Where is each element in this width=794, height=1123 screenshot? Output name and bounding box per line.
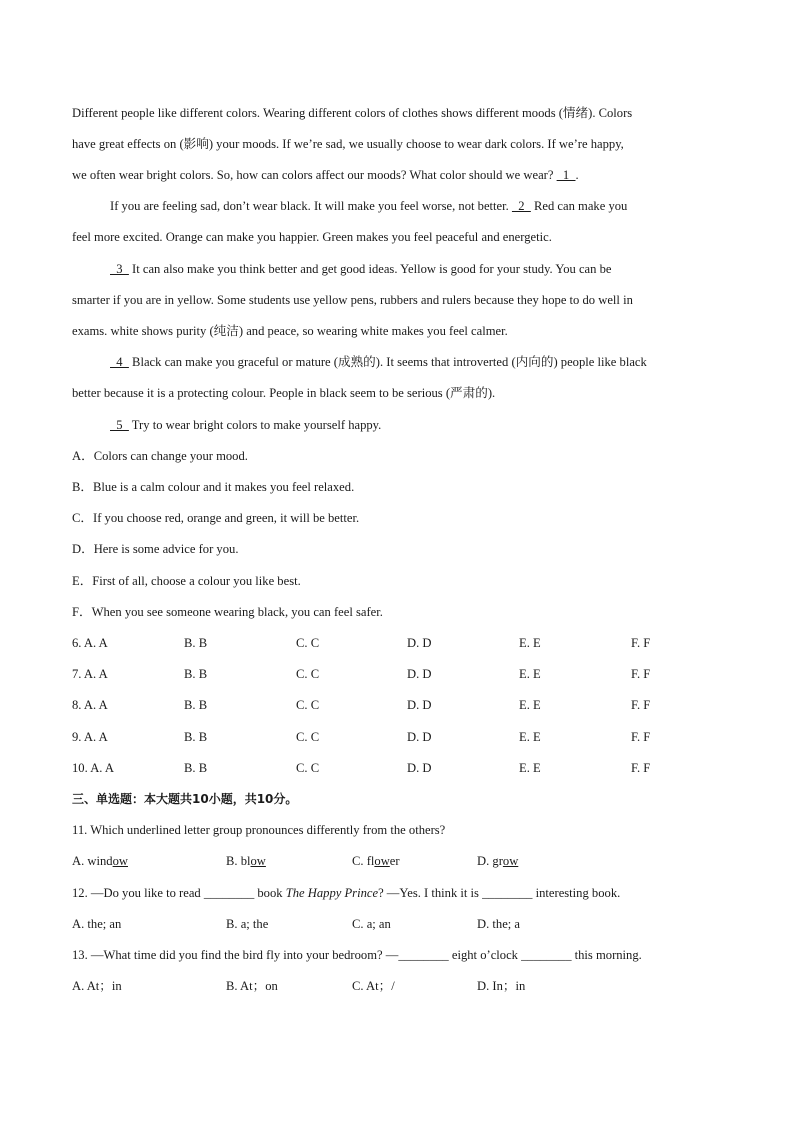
answer-choice[interactable]: 7. A. A: [72, 667, 108, 681]
answer-row: [72, 760, 722, 776]
answer-choice[interactable]: B. B: [184, 636, 208, 650]
passage-line: Different people like different colors. Wearing different colors of clothes shows different moods (情绪). Colors: [72, 106, 633, 120]
answer-choice[interactable]: E. E: [519, 636, 541, 650]
answer-choice[interactable]: C. C: [296, 667, 320, 681]
passage-line: better because it is a protecting colour. People in black seem to be serious (严肃的).: [72, 386, 496, 400]
q12-option-d[interactable]: D. the; a: [477, 917, 521, 931]
answer-choice[interactable]: D. D: [407, 761, 432, 775]
blank-4: 4: [110, 355, 129, 369]
answer-choice[interactable]: E. E: [519, 667, 541, 681]
blank-1: 1: [556, 168, 576, 182]
answer-choice[interactable]: B. B: [184, 730, 208, 744]
passage-line: [72, 167, 579, 183]
q13-option-d[interactable]: D. In；in: [477, 979, 526, 993]
passage-line: feel more excited. Orange can make you happier. Green makes you feel peaceful and energetic.: [72, 230, 552, 244]
passage-text: Try to wear bright colors to make yourself happy.: [128, 418, 382, 432]
underlined-letters: ow: [112, 854, 128, 868]
question-12-stem: [72, 885, 620, 901]
option-text: D. gr: [477, 854, 503, 868]
question-11-options: [72, 853, 722, 869]
passage-text: Black can make you graceful or mature (成熟的). It seems that introverted (内向的) people like black: [128, 355, 647, 369]
answer-blank[interactable]: ________: [482, 886, 533, 900]
stem-text: 13. —What time did you find the bird fly into your bedroom? —: [72, 948, 399, 962]
answer-choice[interactable]: B. B: [184, 698, 208, 712]
answer-choice[interactable]: E. E: [519, 698, 541, 712]
answer-choice[interactable]: 8. A. A: [72, 698, 108, 712]
underlined-letters: ow: [374, 854, 390, 868]
question-13-stem: [72, 947, 642, 963]
answer-blank[interactable]: ________: [521, 948, 572, 962]
passage-line: have great effects on (影响) your moods. If we’re sad, we usually choose to wear dark colors. If we’re happy,: [72, 137, 624, 151]
answer-choice[interactable]: 6. A. A: [72, 636, 108, 650]
q11-option-c[interactable]: [352, 853, 400, 869]
answer-choice[interactable]: F. F: [631, 761, 651, 775]
answer-choice[interactable]: F. F: [631, 698, 651, 712]
option-a: A．Colors can change your mood.: [72, 449, 248, 463]
answer-choice[interactable]: C. C: [296, 698, 320, 712]
answer-choice[interactable]: C. C: [296, 636, 320, 650]
answer-blank[interactable]: ________: [203, 886, 255, 900]
answer-choice[interactable]: 9. A. A: [72, 730, 108, 744]
section-heading: 三、单选题：本大题共10小题，共10分。: [72, 792, 298, 806]
answer-choice[interactable]: F. F: [631, 636, 651, 650]
book-title: The Happy Prince: [285, 886, 379, 900]
passage-text: Red can make you: [533, 199, 628, 213]
answer-choice[interactable]: E. E: [519, 761, 541, 775]
blank-3: 3: [110, 262, 129, 276]
answer-choice[interactable]: D. D: [407, 698, 432, 712]
passage-text: .: [575, 168, 579, 182]
q12-option-c[interactable]: C. a; an: [352, 917, 391, 931]
passage-line: [110, 417, 381, 433]
stem-text: ? —Yes. I think it is: [378, 886, 483, 900]
underlined-letters: ow: [502, 854, 519, 868]
answer-row: [72, 635, 722, 651]
answer-row: [72, 729, 722, 745]
question-11-stem: 11. Which underlined letter group pronounces differently from the others?: [72, 823, 446, 837]
blank-2: 2: [511, 199, 531, 213]
passage-line: [110, 261, 611, 277]
answer-blank[interactable]: ________: [398, 948, 449, 962]
q12-option-a[interactable]: A. the; an: [72, 917, 122, 931]
answer-row: [72, 697, 722, 713]
answer-choice[interactable]: C. C: [296, 761, 320, 775]
option-text: er: [389, 854, 400, 868]
answer-choice[interactable]: D. D: [407, 730, 432, 744]
passage-text: It can also make you think better and get good ideas. Yellow is good for your study. You can be: [128, 262, 612, 276]
option-b: B．Blue is a calm colour and it makes you feel relaxed.: [72, 480, 355, 494]
q13-option-b[interactable]: B. At；on: [226, 979, 278, 993]
answer-row: [72, 666, 722, 682]
underlined-letters: ow: [250, 854, 266, 868]
q12-option-b[interactable]: B. a; the: [226, 917, 269, 931]
option-text: A. wind: [72, 854, 113, 868]
passage-line: exams. white shows purity (纯洁) and peace, so wearing white makes you feel calmer.: [72, 324, 508, 338]
answer-choice[interactable]: D. D: [407, 636, 432, 650]
stem-text: book: [254, 886, 286, 900]
answer-choice[interactable]: E. E: [519, 730, 541, 744]
option-c: C．If you choose red, orange and green, it will be better.: [72, 511, 360, 525]
answer-choice[interactable]: B. B: [184, 761, 208, 775]
passage-line: [110, 354, 647, 370]
answer-choice[interactable]: C. C: [296, 730, 320, 744]
option-text: C. fl: [352, 854, 375, 868]
question-12-options: [72, 916, 722, 932]
blank-5: 5: [110, 418, 129, 432]
answer-choice[interactable]: D. D: [407, 667, 432, 681]
stem-text: interesting book.: [532, 886, 621, 900]
passage-text: we often wear bright colors. So, how can colors affect our moods? What color should we wear?: [72, 168, 554, 182]
passage-line: [110, 198, 627, 214]
question-13-options: [72, 978, 722, 994]
stem-text: 12. —Do you like to read: [72, 886, 204, 900]
option-e: E．First of all, choose a colour you like best.: [72, 574, 301, 588]
q11-option-a[interactable]: [72, 853, 128, 869]
option-d: D．Here is some advice for you.: [72, 542, 239, 556]
answer-choice[interactable]: F. F: [631, 730, 651, 744]
option-text: B. bl: [226, 854, 251, 868]
passage-text: If you are feeling sad, don’t wear black. It will make you feel worse, not better.: [110, 199, 509, 213]
stem-text: this morning.: [571, 948, 642, 962]
answer-choice[interactable]: 10. A. A: [72, 761, 114, 775]
answer-choice[interactable]: B. B: [184, 667, 208, 681]
passage-line: smarter if you are in yellow. Some students use yellow pens, rubbers and rulers because they hope to do well in: [72, 293, 633, 307]
q13-option-a[interactable]: A. At；in: [72, 979, 122, 993]
stem-text: eight o’clock: [448, 948, 522, 962]
option-f: F．When you see someone wearing black, you can feel safer.: [72, 605, 383, 619]
q13-option-c[interactable]: C. At；/: [352, 979, 395, 993]
q11-option-d[interactable]: [477, 853, 518, 869]
answer-choice[interactable]: F. F: [631, 667, 651, 681]
q11-option-b[interactable]: [226, 853, 266, 869]
